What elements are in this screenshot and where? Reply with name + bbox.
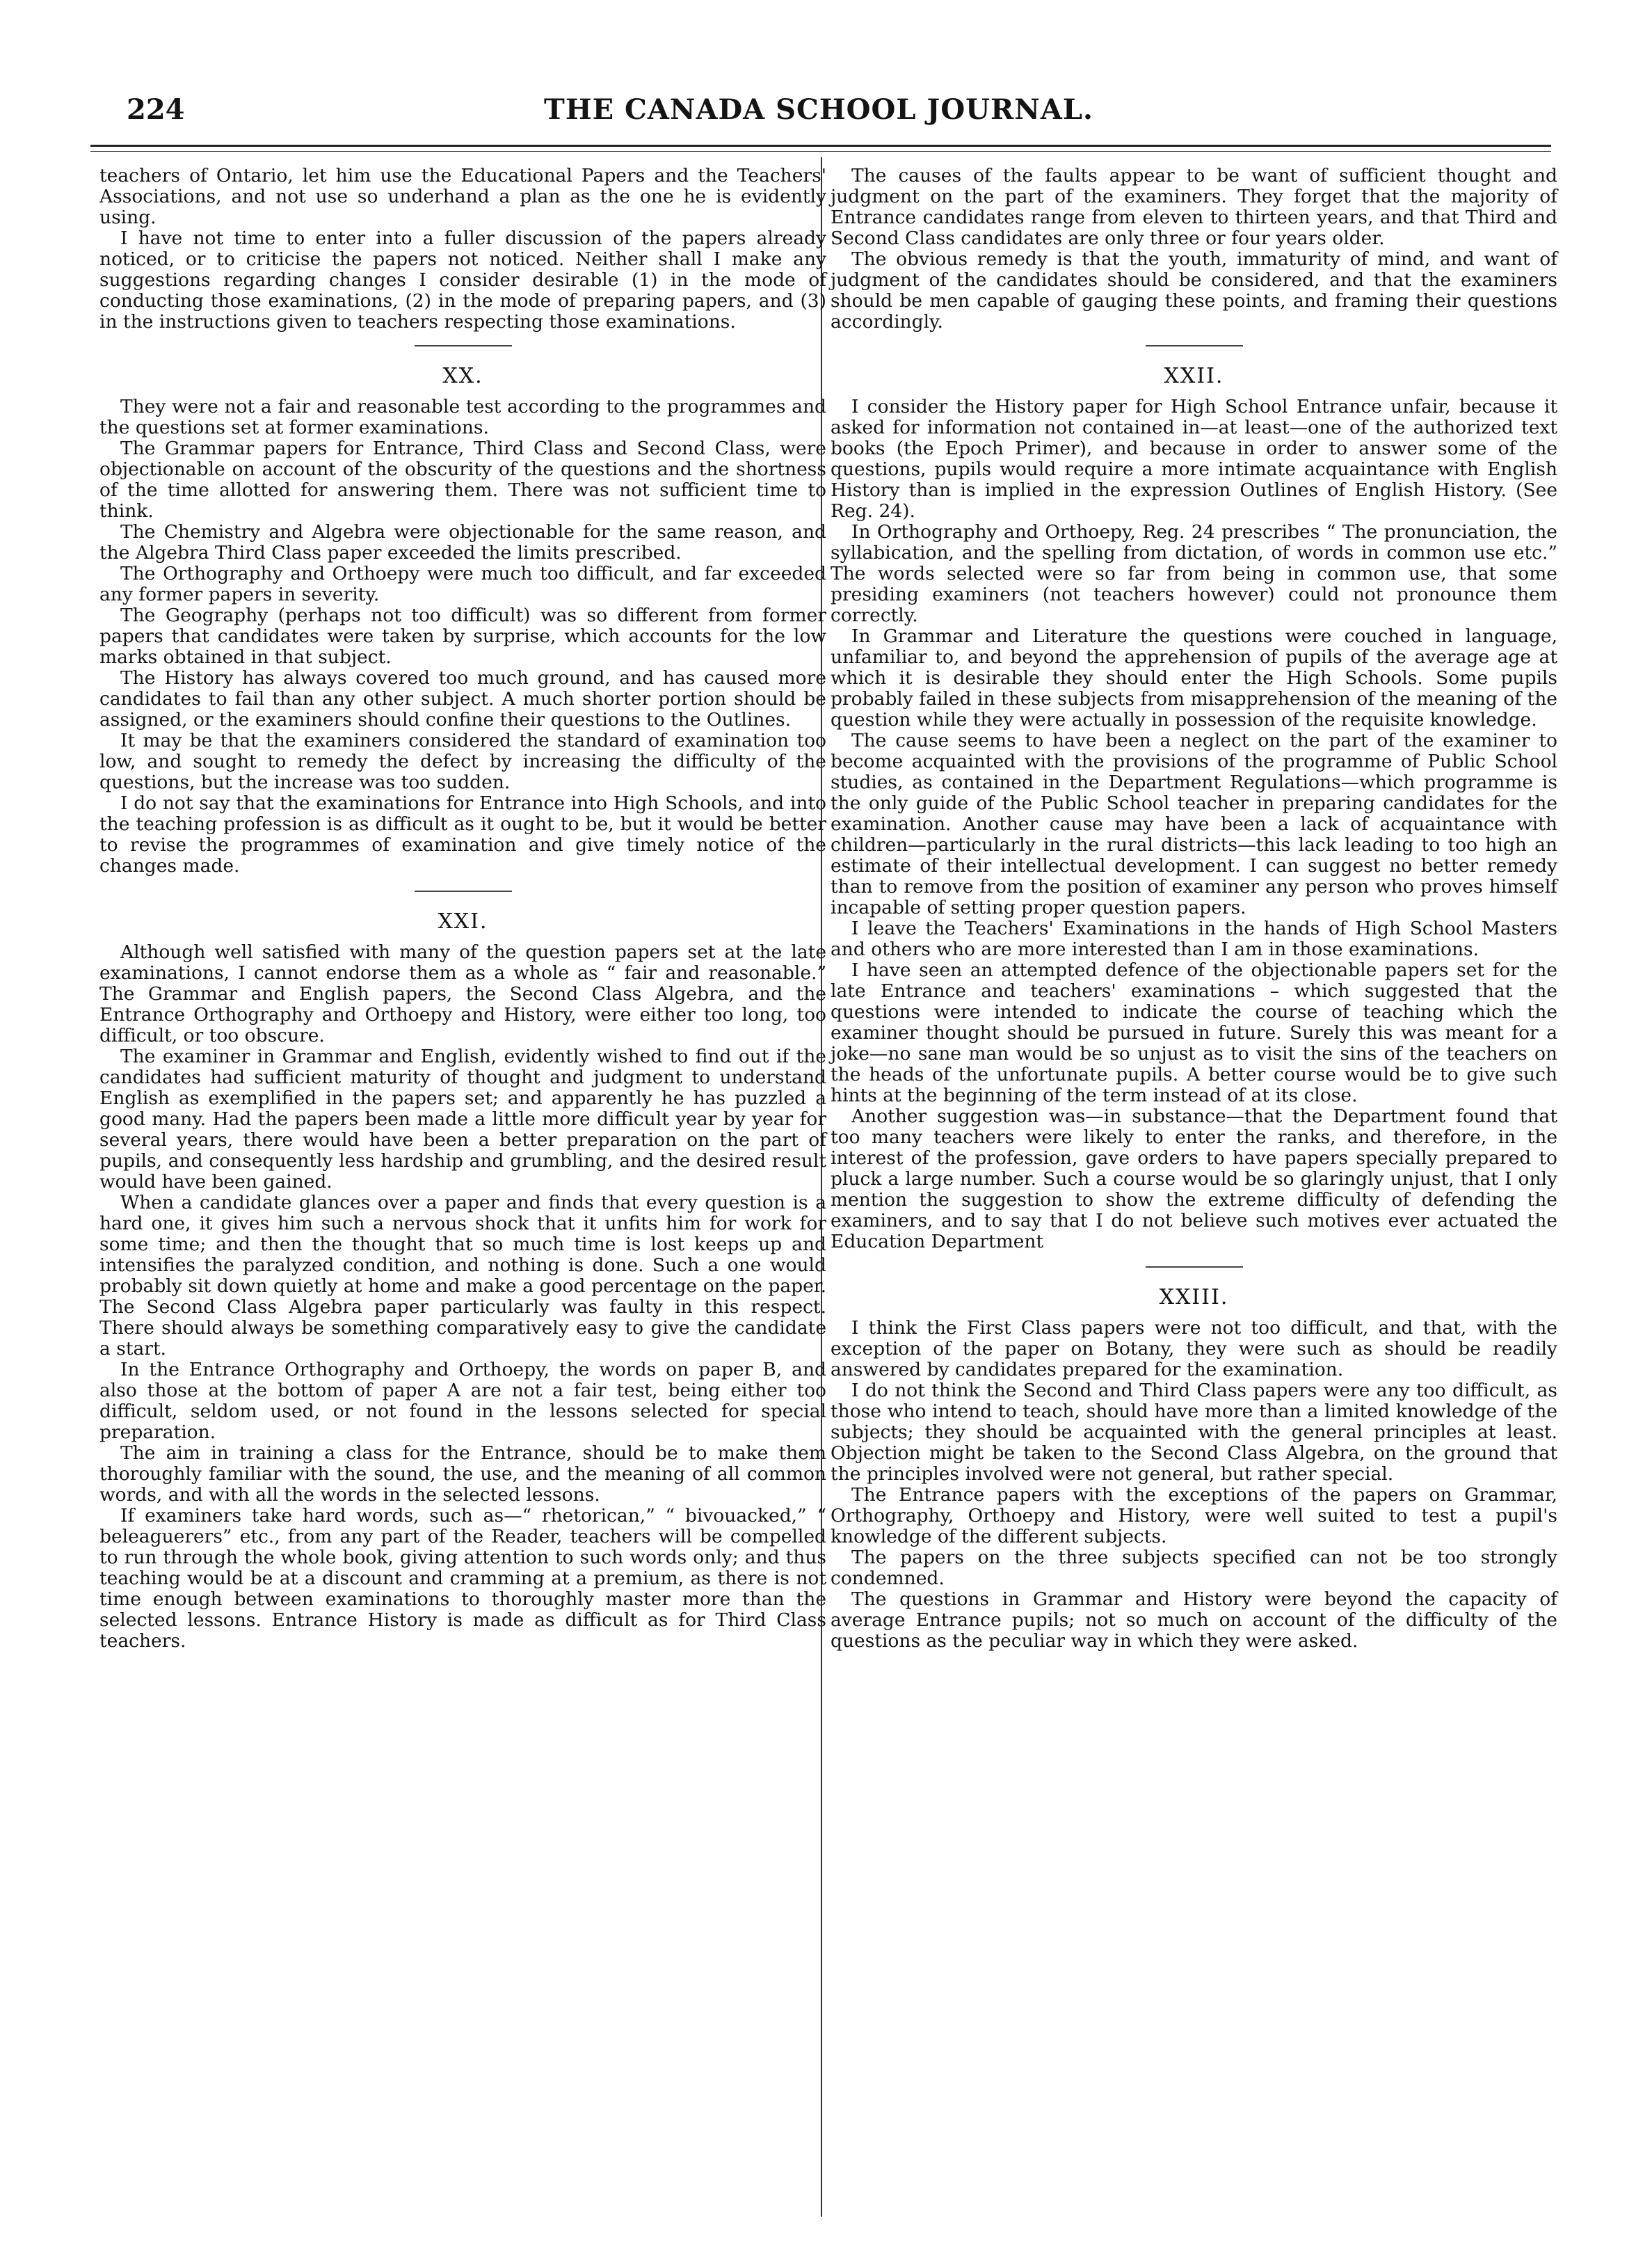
paragraph: If examiners take hard words, such as—“ rhetorican,” “ bivouacked,” “ beleaguerers” etc., from any part of the Reader, teachers will be compelled to run through the whole book, giving attention to such words only; and thus teaching would be at a discount and cramming at a premium, as there is not time enough between examinations to thoroughly master more than the selected lessons. Entrance History is made as difficult as for Third Class teachers. <box>99 1505 826 1652</box>
paragraph: I leave the Teachers' Examinations in the hands of High School Masters and others who are more interested than I am in those examinations. <box>831 918 1557 960</box>
paragraph: The papers on the three subjects specified can not be too strongly condemned. <box>831 1547 1557 1589</box>
paragraph: The aim in training a class for the Entrance, should be to make them thoroughly familiar with the sound, the use, and the meaning of all common words, and with all the words in the selected lessons. <box>99 1442 826 1506</box>
paragraph: The Geography (perhaps not too difficult) was so different from former papers that candidates were taken by surprise, which accounts for the low marks obtained in that subject. <box>99 605 826 668</box>
paragraph: The Entrance papers with the exceptions of the papers on Grammar, Orthography, Orthoepy and History, were well suited to test a pupil's knowledge of the different subjects. <box>831 1484 1557 1547</box>
paragraph: The causes of the faults appear to be want of sufficient thought and judgment on the part of the examiners. They forget that the majority of Entrance candidates range from eleven to thirteen years, and that Third and Second Class candidates are only three or four years older. <box>831 165 1557 249</box>
paragraph: teachers of Ontario, let him use the Educational Papers and the Teachers' Associations, and not use so underhand a plan as the one he is evidently using. <box>99 165 826 228</box>
section-heading-xxi: XXI. <box>99 891 826 932</box>
section-heading-xx: XX. <box>99 345 826 387</box>
right-column <box>831 166 1557 1652</box>
paragraph: The Chemistry and Algebra were objectionable for the same reason, and the Algebra Third Class paper exceeded the limits prescribed. <box>99 521 826 564</box>
paragraph: I do not think the Second and Third Class papers were any too difficult, as those who intend to teach, should have more than a limited knowledge of the subjects; they should be acquainted with the general principles at least. Objection might be taken to the Second Class Algebra, on the ground that the principles involved were not general, but rather special. <box>831 1380 1557 1485</box>
paragraph: In Grammar and Literature the questions were couched in language, unfamiliar to, and beyond the apprehension of pupils of the average age at which it is desirable they should enter the High Schools. Some pupils probably failed in these subjects from misapprehension of the meaning of the question while they were actually in possession of the requisite knowledge. <box>831 625 1557 731</box>
paragraph: The Grammar papers for Entrance, Third Class and Second Class, were objectionable on account of the obscurity of the questions and the shortness of the time allotted for answering them. There was not sufficient time to think. <box>99 438 826 522</box>
paragraph: When a candidate glances over a paper and finds that every question is a hard one, it gives him such a nervous shock that it unfits him for work for some time; and then the thought that so much time is lost keeps up and intensifies the paralyzed condition, and nothing is done. Such a one would probably sit down quietly at home and make a good percentage on the paper. The Second Class Algebra paper particularly was faulty in this respect. There should always be something comparatively easy to give the candidate a start. <box>99 1192 826 1360</box>
paragraph: The History has always covered too much ground, and has caused more candidates to fail than any other subject. A much shorter portion should be assigned, or the examiners should confine their questions to the Outlines. <box>99 667 826 731</box>
paragraph: The examiner in Grammar and English, evidently wished to find out if the candidates had sufficient maturity of thought and judgment to understand English as exemplified in the papers set; and apparently he has puzzled a good many. Had the papers been made a little more difficult year by year for several years, there would have been a better preparation on the part of pupils, and consequently less hardship and grumbling, and the desired result would have been gained. <box>99 1046 826 1193</box>
paragraph: Although well satisfied with many of the question papers set at the late examinations, I cannot endorse them as a whole as “ fair and reasonable.” The Grammar and English papers, the Second Class Algebra, and the Entrance Orthography and Orthoepy and History, were either too long, too difficult, or too obscure. <box>99 941 826 1046</box>
paragraph: I have not time to enter into a fuller discussion of the papers already noticed, or to criticise the papers not noticed. Neither shall I make any suggestions regarding changes I consider desirable (1) in the mode of conducting those examinations, (2) in the mode of preparing papers, and (3) in the instructions given to teachers respecting those examinations. <box>99 228 826 333</box>
page-number: 224 <box>127 93 185 126</box>
paragraph: I think the First Class papers were not too difficult, and that, with the exception of the paper on Botany, they were such as should be readily answered by candidates prepared for the examination. <box>831 1317 1557 1380</box>
paragraph: Another suggestion was—in substance—that the Department found that too many teachers were likely to enter the ranks, and therefore, in the interest of the profession, gave orders to have papers specially prepared to pluck a large number. Such a course would be so glaringly unjust, that I only mention the suggestion to show the extreme difficulty of defending the examiners, and to say that I do not believe such motives ever actuated the Education Department <box>831 1106 1557 1252</box>
header-rule-thick <box>90 145 1551 147</box>
paragraph: The cause seems to have been a neglect on the part of the examiner to become acquainted with the provisions of the programme of Public School studies, as contained in the Department Regulations—which programme is the only guide of the Public School teacher in preparing candidates for the examination. Another cause may have been a lack of acquaintance with children—particularly in the rural districts—this lack leading to too high an estimate of their intellectual development. I can suggest no better remedy than to remove from the position of examiner any person who proves himself incapable of setting proper question papers. <box>831 730 1557 918</box>
paragraph: I do not say that the examinations for Entrance into High Schools, and into the teaching profession is as difficult as it ought to be, but it would be better to revise the programmes of examination and give timely notice of the changes made. <box>99 792 826 877</box>
paragraph: In Orthography and Orthoepy, Reg. 24 prescribes “ The pronunciation, the syllabication, and the spelling from dictation, of words in common use etc.” The words selected were so far from being in common use, that some presiding examiners (not teachers however) could not pronounce them correctly. <box>831 521 1557 626</box>
paragraph: I have seen an attempted defence of the objectionable papers set for the late Entrance and teachers' examinations – which suggested that the questions were intended to indicate the course of teaching which the examiner thought should be pursued in future. Surely this was meant for a joke—no sane man would be so unjust as to visit the sins of the teachers on the heads of the unfortunate pupils. A better course would be to give such hints at the beginning of the term instead of at its close. <box>831 959 1557 1106</box>
left-column <box>99 166 826 1652</box>
paragraph: The obvious remedy is that the youth, immaturity of mind, and want of judgment of the candidates should be considered, and that the examiners should be men capable of gauging these points, and framing their questions accordingly. <box>831 248 1557 333</box>
page-header <box>85 93 1553 132</box>
paragraph: In the Entrance Orthography and Orthoepy, the words on paper B, and also those at the bottom of paper A are not a fair test, being either too difficult, seldom used, or not found in the lessons selected for special preparation. <box>99 1359 826 1443</box>
paragraph: The questions in Grammar and History were beyond the capacity of average Entrance pupils; not so much on account of the difficulty of the questions as the peculiar way in which they were asked. <box>831 1588 1557 1652</box>
section-heading-xxii: XXII. <box>831 345 1557 387</box>
section-heading-xxiii: XXIII. <box>831 1266 1557 1308</box>
paragraph: They were not a fair and reasonable test according to the programmes and the questions set at former examinations. <box>99 396 826 438</box>
header-rule-thin <box>90 151 1551 152</box>
paragraph: The Orthography and Orthoepy were much too difficult, and far exceeded any former papers in severity. <box>99 563 826 605</box>
paragraph: I consider the History paper for High School Entrance unfair, because it asked for information not contained in—at least—one of the authorized text books (the Epoch Primer), and because in order to answer some of the questions, pupils would require a more intimate acquaintance with English History than is implied in the expression Outlines of English History. (See Reg. 24). <box>831 396 1557 522</box>
paragraph: It may be that the examiners considered the standard of examination too low, and sought to remedy the defect by increasing the difficulty of the questions, but the increase was too sudden. <box>99 730 826 793</box>
journal-title: THE CANADA SCHOOL JOURNAL. <box>544 93 1093 126</box>
